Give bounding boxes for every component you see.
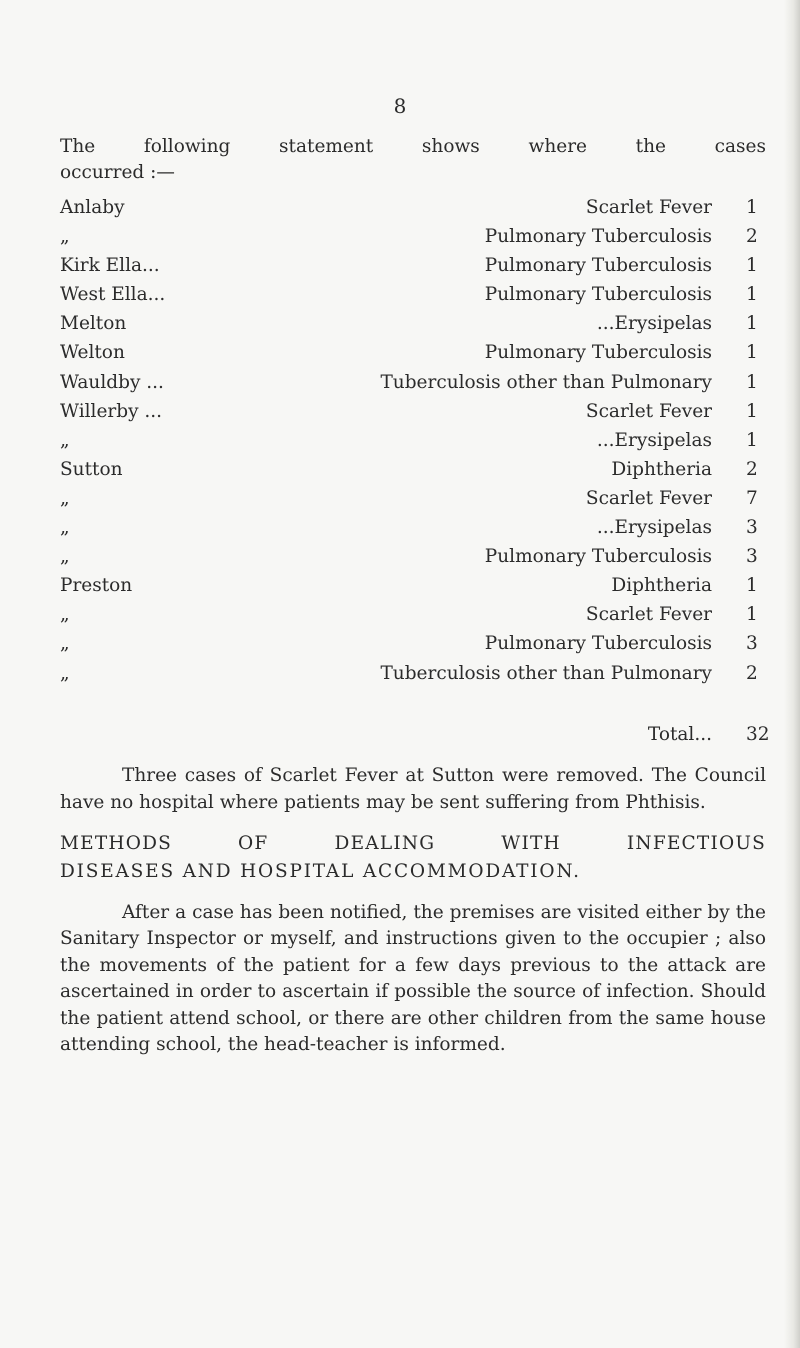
table-row: [60, 430, 766, 459]
case-count: 1: [746, 255, 758, 277]
disease-name: ...Erysipelas: [596, 429, 712, 451]
disease-name: Scarlet Fever: [585, 197, 712, 218]
intro-line-1: The following statement shows where the cases: [60, 136, 766, 157]
place-name: Sutton: [60, 458, 123, 480]
disease-name: Tuberculosis other than Pulmonary: [380, 662, 712, 684]
case-count: 2: [746, 662, 758, 684]
table-row: [60, 488, 766, 517]
table-row: [60, 342, 766, 371]
disease-name: Diphtheria: [611, 458, 712, 480]
place-name: Kirk Ella...: [60, 255, 160, 277]
disease-name: Scarlet Fever: [585, 487, 712, 509]
table-row: [60, 663, 766, 692]
disease-name: Pulmonary Tuberculosis: [484, 342, 712, 364]
place-name: „: [60, 546, 70, 568]
place-name: „: [60, 487, 70, 509]
disease-name: ...Erysipelas: [596, 517, 712, 539]
table-row: [60, 255, 766, 284]
total-row: [60, 724, 770, 754]
disease-name: Pulmonary Tuberculosis: [484, 226, 712, 248]
table-row: [60, 517, 766, 546]
page-edge-shadow: [784, 0, 800, 1348]
table-row: [60, 575, 766, 604]
case-count: 1: [746, 197, 758, 218]
disease-name: Pulmonary Tuberculosis: [484, 255, 712, 277]
place-name: Preston: [60, 575, 133, 597]
paragraph-scarlet-fever-removed: Three cases of Scarlet Fever at Sutton were removed. The Council have no hospital where patients may be sent suffering from Phthisis.: [60, 765, 766, 813]
place-name: Welton: [60, 342, 125, 364]
case-count: 2: [746, 458, 758, 480]
table-row: [60, 372, 766, 401]
place-name: Melton: [60, 313, 127, 335]
case-count: 1: [746, 313, 758, 335]
disease-name: Scarlet Fever: [585, 604, 712, 626]
section-heading-line-2: DISEASES AND HOSPITAL ACCOMMODATION.: [60, 861, 581, 882]
case-count: 1: [746, 429, 758, 451]
intro-line-2: occurred :—: [60, 162, 175, 183]
disease-name: Diphtheria: [611, 575, 712, 597]
case-count: 3: [746, 546, 758, 568]
case-count: 7: [746, 487, 758, 509]
table-row: [60, 546, 766, 575]
case-count: 1: [746, 284, 758, 306]
disease-name: ...Erysipelas: [596, 313, 712, 335]
table-row: [60, 401, 766, 430]
page-number: 8: [393, 94, 407, 118]
place-name: West Ella...: [60, 284, 166, 306]
table-row: [60, 604, 766, 633]
section-heading-line-1: METHODS OF DEALING WITH INFECTIOUS: [60, 833, 766, 854]
place-name: „: [60, 662, 70, 684]
case-count: 2: [746, 226, 758, 248]
disease-name: Pulmonary Tuberculosis: [484, 546, 712, 568]
total-label: Total...: [647, 724, 712, 745]
table-row: [60, 197, 766, 226]
place-name: Wauldby ...: [60, 371, 164, 393]
case-count: 3: [746, 517, 758, 539]
case-count: 1: [746, 604, 758, 626]
place-name: Willerby ...: [60, 400, 163, 422]
place-name: „: [60, 604, 70, 626]
total-value: 32: [746, 724, 770, 745]
cases-table: [60, 197, 766, 692]
case-count: 3: [746, 633, 758, 655]
place-name: Anlaby: [60, 197, 125, 218]
table-row: [60, 633, 766, 662]
table-row: [60, 313, 766, 342]
disease-name: Scarlet Fever: [585, 400, 712, 422]
table-row: [60, 284, 766, 313]
disease-name: Pulmonary Tuberculosis: [484, 284, 712, 306]
place-name: „: [60, 429, 70, 451]
disease-name: Tuberculosis other than Pulmonary: [380, 371, 712, 393]
paragraph-after-notification: After a case has been notified, the premises are visited either by the Sanitary Inspector or myself, and instructions given to the occupier ; also the movements of the patient for a few days previous to the attack are ascertained in order to ascertain if possible the source of infection. Should the patient attend school, or there are other children from the same house attending school, the head-teacher is informed.: [60, 902, 766, 1056]
place-name: „: [60, 633, 70, 655]
case-count: 1: [746, 342, 758, 364]
case-count: 1: [746, 400, 758, 422]
disease-name: Pulmonary Tuberculosis: [484, 633, 712, 655]
table-row: [60, 226, 766, 255]
case-count: 1: [746, 575, 758, 597]
table-row: [60, 459, 766, 488]
place-name: „: [60, 226, 70, 248]
place-name: „: [60, 517, 70, 539]
case-count: 1: [746, 371, 758, 393]
